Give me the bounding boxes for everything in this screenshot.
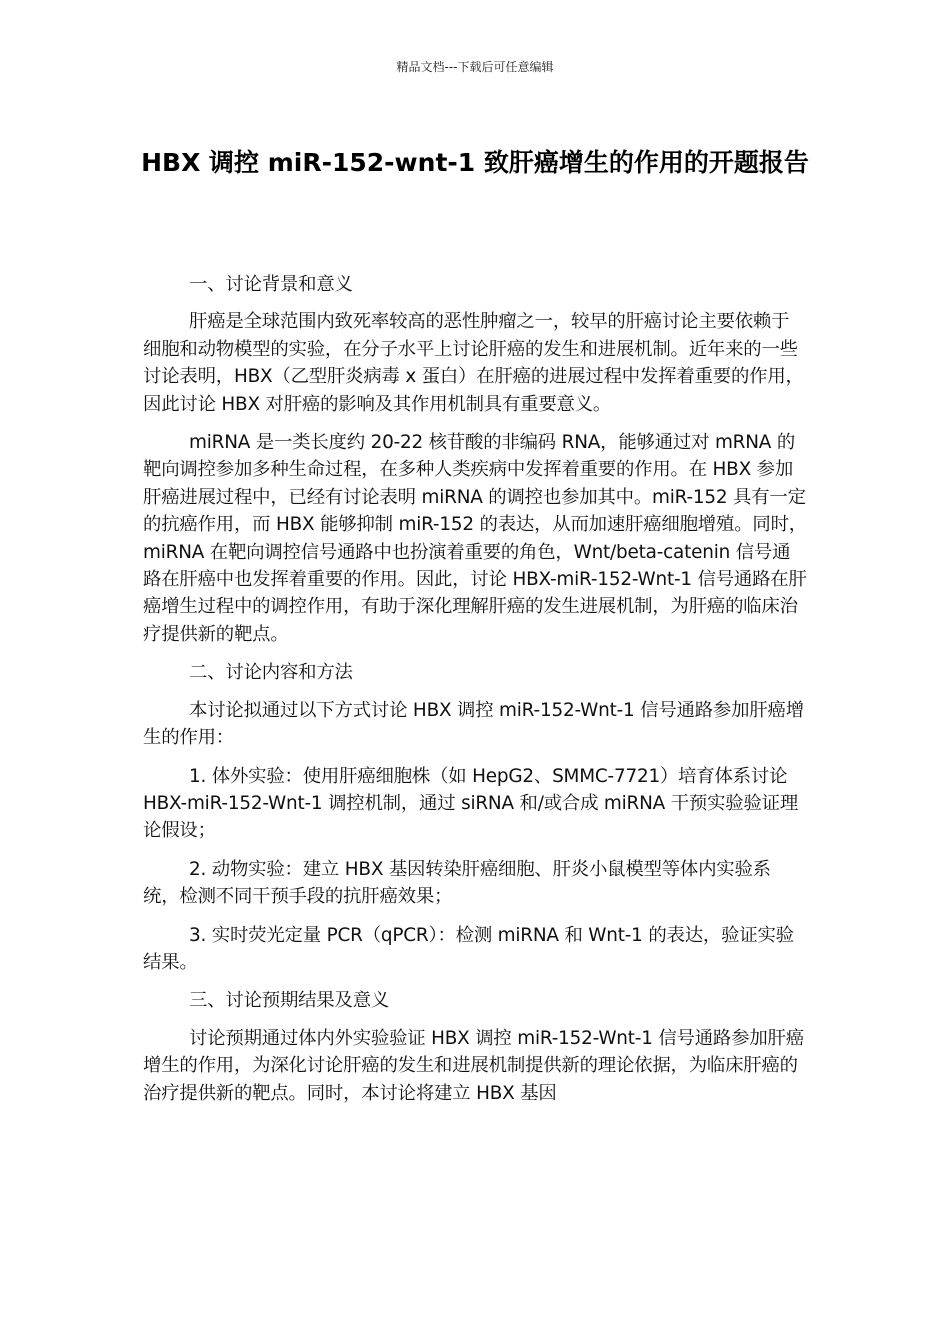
list-item-in-vitro: 1. 体外实验：使用肝癌细胞株（如 HepG2、SMMC-7721）培育体系讨论 HBX-miR-152-Wnt-1 调控机制，通过 siRNA 和/或合成 miRNA 干预实验验证理论假设； [143, 765, 799, 842]
paragraph-background-2: miRNA 是一类长度约 20-22 核苷酸的非编码 RNA，能够通过对 mRNA 的靶向调控参加多种生命过程，在多种人类疾病中发挥着重要的作用。在 HBX 参加肝癌进展过程中，已经有讨论表明 miRNA 的调控也参加其中。miR-152 具有一定的抗癌作用，而 HBX 能够抑制 miR-152 的表达，从而加速肝癌细胞增殖。同时，miRNA 在靶向调控信号通路中也扮演着重要的角色，Wnt/beta-catenin 信号通路在肝癌中也发挥着重要的作用。因此，讨论 HBX-miR-152-Wnt-1 信号通路在肝癌增生过程中的调控作用，有助于深化理解肝癌的发生进展机制，为肝癌的临床治疗提供新的靶点。 [143, 432, 807, 645]
document-body [143, 271, 807, 1118]
document-title: HBX 调控 miR-152-wnt-1 致肝癌增生的作用的开题报告 [141, 148, 809, 177]
section-heading-expected-results: 三、讨论预期结果及意义 [189, 990, 390, 1012]
paragraph-background-1: 肝癌是全球范围内致死率较高的恶性肿瘤之一，较早的肝癌讨论主要依赖于细胞和动物模型的实验，在分子水平上讨论肝癌的发生和进展机制。近年来的一些讨论表明，HBX（乙型肝炎病毒 x 蛋白）在肝癌的进展过程中发挥着重要的作用，因此讨论 HBX 对肝癌的影响及其作用机制具有重要意义。 [143, 311, 804, 415]
section-heading-methods: 二、讨论内容和方法 [189, 662, 353, 684]
section-heading-background: 一、讨论背景和意义 [189, 274, 353, 295]
paragraph-methods-intro: 本讨论拟通过以下方式讨论 HBX 调控 miR-152-Wnt-1 信号通路参加肝癌增生的作用： [143, 699, 804, 749]
list-item-animal: 2. 动物实验：建立 HBX 基因转染肝癌细胞、肝炎小鼠模型等体内实验系统，检测不同干预手段的抗肝癌效果； [143, 858, 771, 908]
paragraph-expected-results: 讨论预期通过体内外实验验证 HBX 调控 miR-152-Wnt-1 信号通路参加肝癌增生的作用，为深化讨论肝癌的发生和进展机制提供新的理论依据，为临床肝癌的治疗提供新的靶点。同时，本讨论将建立 HBX 基因 [143, 1027, 804, 1104]
list-item-qpcr: 3. 实时荧光定量 PCR（qPCR）：检测 miRNA 和 Wnt-1 的表达，验证实验结果。 [143, 924, 794, 973]
header-note: 精品文档---下载后可任意编辑 [396, 60, 554, 74]
